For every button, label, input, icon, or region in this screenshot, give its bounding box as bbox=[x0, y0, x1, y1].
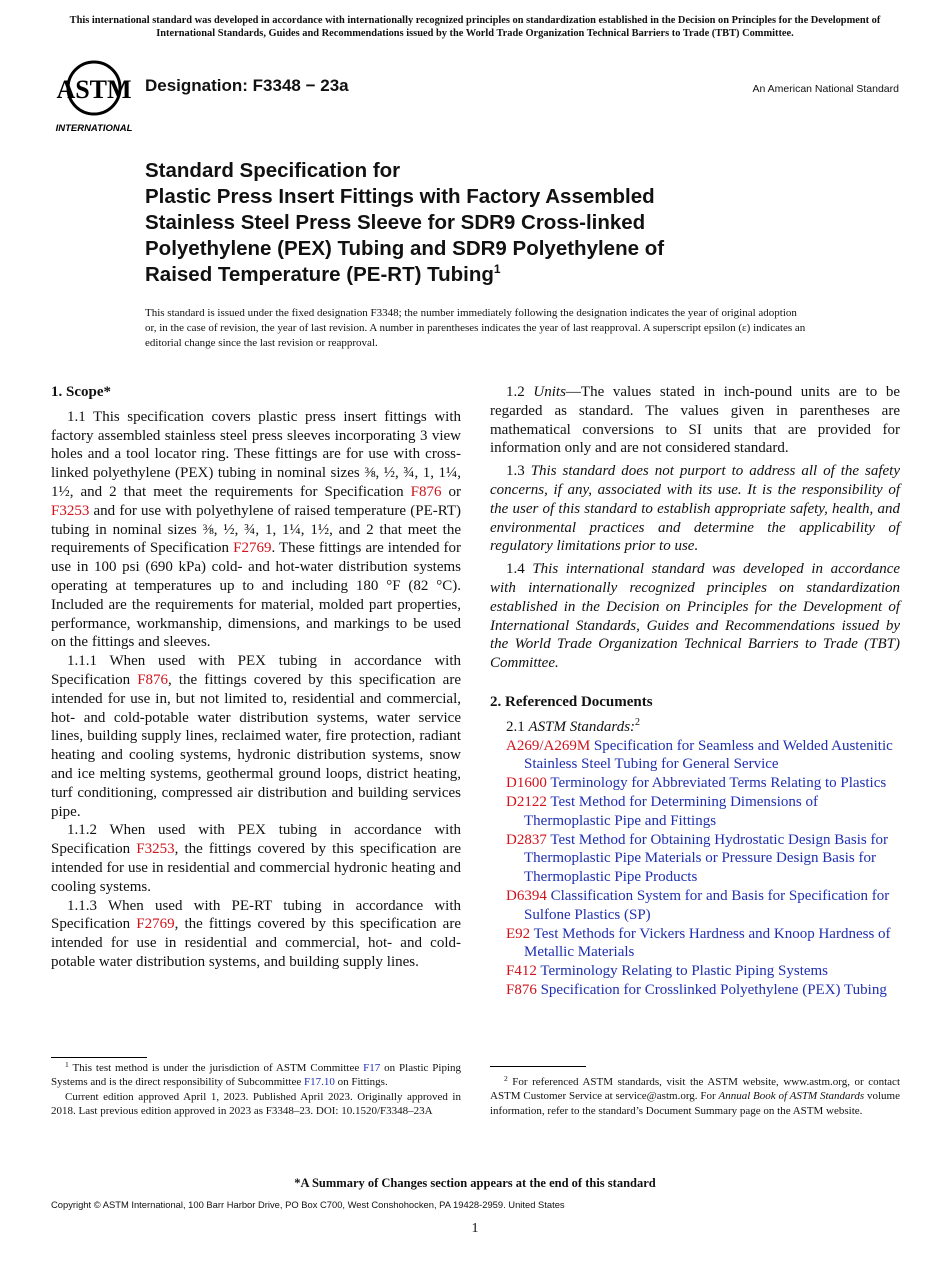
logo-subtext: INTERNATIONAL bbox=[55, 123, 133, 134]
footnote-1: $^1$ This test method is under the jurisdiction of ASTM Committee F17 on Plastic Piping Systems and is the direct responsibility of Subcommittee F17.10 on Fittings. Current edition approved April 1, 2023. Published April 2023. Originally approved in 2018. Last previous edition approved in 2023 as F3348–23. DOI: 10.1520/F3348–23A bbox=[51, 1060, 462, 1118]
page-number: 1 bbox=[471, 1221, 479, 1236]
astm-logo bbox=[52, 56, 136, 134]
link-f876[interactable]: F876 bbox=[137, 671, 169, 688]
footnote-rule bbox=[490, 1066, 586, 1067]
reference-list bbox=[490, 737, 900, 1000]
reference-code-link[interactable]: E92 bbox=[506, 925, 531, 942]
top-note: This international standard was developed in accordance with internationally recognized principles on standardization established in the Decision on Principles for the Development of International Standards, Guides and Recommendations issued by the World Trade Organization Technical Barriers to Trade (TBT) Committee. bbox=[69, 15, 881, 39]
paragraph-1-1-1: 1.1.1 When used with PEX tubing in accordance with Specification F876, the fittings covered by this specification are intended for use in, but not limited to, residential and commercial, hot- and cold-potable water distribution systems, water service lines, building supply lines, reclaimed water, fire protection, radiant heating and cooling systems, hydronic distribution systems, snow and ice melting systems, geothermal ground loops, district heating, turf conditioning, compressed air distribution and building services pipe. bbox=[51, 653, 461, 820]
reference-title-link[interactable]: Terminology Relating to Plastic Piping Systems bbox=[540, 963, 829, 980]
reference-item bbox=[490, 981, 900, 1000]
title-line: Plastic Press Insert Fittings with Factory Assembled bbox=[145, 185, 655, 208]
reference-code-link[interactable]: D1600 bbox=[506, 775, 547, 792]
paragraph-1-1: 1.1 This specification covers plastic press insert fittings with factory assembled stainless steel press sleeves incorporating 3 view holes and a tool locator ring. These fittings are for use with cross-linked polyethylene (PEX) tubing in nominal sizes ⅜, ½, ¾, 1, 1¼, 1½, and 2 that meet the requirements for Specification F876 or F3253 and for use with polyethylene of raised temperature (PE-RT) tubing in nominal sizes ⅜, ½, ¾, 1, 1¼, 1½, and 2 that meet the requirements of Specification F2769. These fittings are intended for use in 100 psi (690 kPa) cold- and hot-water distribution systems operating at temperatures up to and including 180 °F (82 °C). Included are the requirements for material, molded part properties, performance, workmanship, dimensions, and markings to be used on the fittings and sleeves. bbox=[51, 408, 462, 651]
american-standard-label: An American National Standard bbox=[752, 83, 899, 95]
paragraph-1-1-3: 1.1.3 When used with PE-RT tubing in accordance with Specification F2769, the fittings covered by this specification are intended for use in residential and commercial, hot- and cold-potable water distribution systems, and building supply lines. bbox=[51, 897, 461, 970]
reference-title-link[interactable]: Specification for Crosslinked Polyethylene (PEX) Tubing bbox=[540, 981, 887, 998]
reference-item bbox=[490, 774, 900, 793]
reference-item bbox=[490, 925, 900, 963]
reference-title-link[interactable]: Specification for Seamless and Welded Austenitic Stainless Steel Tubing for General Service bbox=[524, 737, 893, 773]
reference-code-link[interactable]: A269/A269M bbox=[506, 737, 591, 754]
designation: Designation: F3348 − 23a bbox=[145, 76, 349, 95]
link-f2769[interactable]: F2769 bbox=[233, 540, 272, 557]
footnote-2: $^2$ For referenced ASTM standards, visit the ASTM website, www.astm.org, or contact ASTM Customer Service at service@astm.org. For Annual Book of ASTM Standards volume information, refer to the standard’s Document Summary page on the ASTM website. bbox=[490, 1074, 900, 1117]
reference-title-link[interactable]: Classification System for and Basis for Specification for Sulfone Plastics (SP) bbox=[524, 887, 890, 923]
referenced-documents-heading: 2. Referenced Documents bbox=[490, 693, 653, 710]
astm-standards-label: 2.1 ASTM Standards:$^2$ bbox=[506, 716, 641, 735]
title-line: Polyethylene (PEX) Tubing and SDR9 Polyethylene of bbox=[145, 237, 665, 260]
link-f17[interactable]: F17 bbox=[363, 1062, 381, 1074]
paragraph-1-3: 1.3 This standard does not purport to address all of the safety concerns, if any, associated with its use. It is the responsibility of the user of this standard to establish appropriate safety, health, and environmental practices and determine the applicability of regulatory limitations prior to use. bbox=[490, 463, 901, 555]
paragraph-1-2: 1.2 Units—The values stated in inch-pound units are to be regarded as standard. The values given in parentheses are mathematical conversions to SI units that are provided for information only and are not considered standard. bbox=[490, 384, 900, 457]
reference-title-link[interactable]: Terminology for Abbreviated Terms Relating to Plastics bbox=[550, 775, 887, 792]
reference-title-link[interactable]: Test Method for Determining Dimensions of Thermoplastic Pipe and Fittings bbox=[524, 793, 818, 829]
paragraph-1-4: 1.4 This international standard was developed in accordance with internationally recognized principles on standardization established in the Decision on Principles for the Development of International Standards, Guides and Recommendations issued by the World Trade Organization Technical Barriers to Trade (TBT) Committee. bbox=[490, 561, 901, 672]
link-f2769[interactable]: F2769 bbox=[136, 916, 175, 933]
link-f876[interactable]: F876 bbox=[410, 483, 442, 500]
summary-of-changes-note: *A Summary of Changes section appears at the end of this standard bbox=[294, 1176, 656, 1190]
issued-note: This standard is issued under the fixed designation F3348; the number immediately following the designation indicates the year of original adoption or, in the case of revision, the year of last revision. A number in parentheses indicates the year of last reapproval. A superscript epsilon (ε) indicates an editorial change since the last revision or reapproval. bbox=[145, 307, 806, 349]
right-column bbox=[490, 383, 900, 1000]
reference-title-link[interactable]: Test Methods for Vickers Hardness and Knoop Hardness of Metallic Materials bbox=[524, 925, 891, 961]
paragraph-1-1-2: 1.1.2 When used with PEX tubing in accordance with Specification F3253, the fittings covered by this specification are intended for use in residential and commercial hydronic heating and cooling systems. bbox=[51, 822, 461, 895]
reference-title-link[interactable]: Test Method for Obtaining Hydrostatic Design Basis for Thermoplastic Pipe Materials or Pressure Design Basis for Thermoplastic Pipe Products bbox=[524, 831, 888, 886]
reference-code-link[interactable]: F876 bbox=[506, 981, 537, 998]
link-f3253[interactable]: F3253 bbox=[51, 502, 90, 519]
logo-text: ASTM bbox=[56, 75, 132, 104]
reference-item bbox=[490, 887, 900, 925]
title-line: Stainless Steel Press Sleeve for SDR9 Cross-linked bbox=[145, 211, 646, 234]
scope-heading: 1. Scope* bbox=[51, 384, 111, 400]
footnote-marker: 1 bbox=[493, 262, 501, 276]
document-title bbox=[145, 158, 785, 288]
title-line: Standard Specification for bbox=[145, 159, 401, 182]
copyright: Copyright © ASTM International, 100 Barr Harbor Drive, PO Box C700, West Conshohocken, PA 19428-2959. United States bbox=[51, 1199, 565, 1210]
reference-code-link[interactable]: D2122 bbox=[506, 793, 547, 810]
footnote-rule bbox=[51, 1057, 147, 1058]
link-f3253[interactable]: F3253 bbox=[136, 841, 175, 858]
reference-item bbox=[490, 793, 900, 831]
reference-code-link[interactable]: D2837 bbox=[506, 831, 547, 848]
title-line: Raised Temperature (PE-RT) Tubing$^1$ bbox=[145, 262, 501, 286]
reference-item bbox=[490, 737, 900, 775]
reference-code-link[interactable]: D6394 bbox=[506, 887, 547, 904]
reference-item bbox=[490, 831, 900, 887]
left-column bbox=[51, 383, 461, 972]
link-f17-10[interactable]: F17.10 bbox=[303, 1076, 335, 1089]
reference-code-link[interactable]: F412 bbox=[506, 963, 537, 980]
reference-item bbox=[490, 962, 900, 981]
